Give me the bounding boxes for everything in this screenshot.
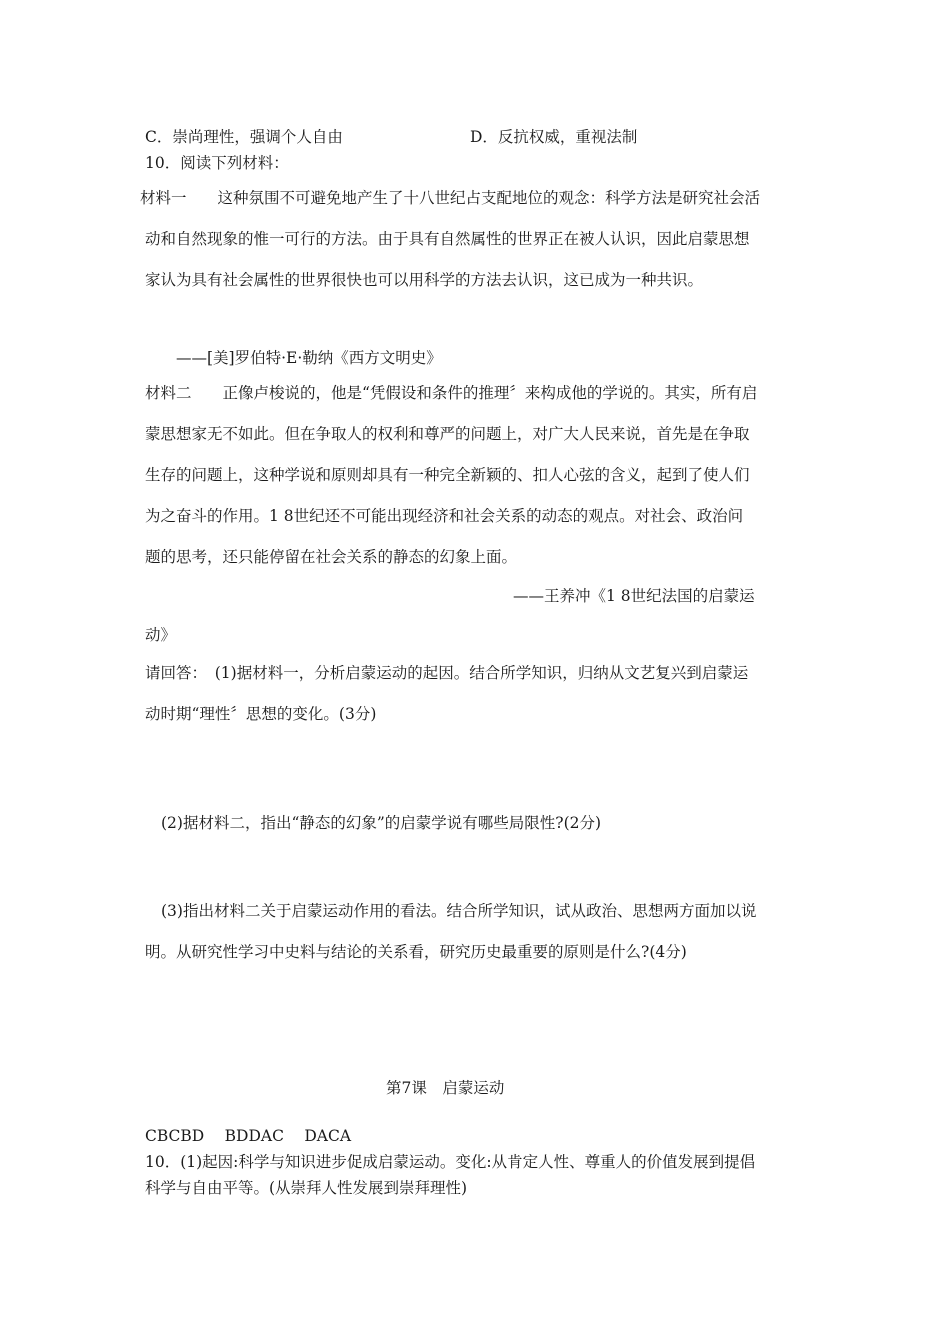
option-d: D．反抗权威，重视法制 [470,128,638,146]
question-3: (3)指出材料二关于启蒙运动作用的看法。结合所学知识，试从政治、思想两方面加以说 [161,902,757,920]
material-2-line: 材料二 正像卢梭说的，他是“凭假设和条件的推理〞来构成他的学说的。其实，所有启 [145,384,758,402]
material-1-line: 动和自然现象的惟一可行的方法。由于具有自然属性的世界正在被人认识，因此启蒙思想 [145,230,750,248]
material-2-source: ——王养冲《1 8世纪法国的启蒙运 [513,587,755,605]
question-2: (2)据材料二，指出“静态的幻象”的启蒙学说有哪些局限性?(2分) [161,814,602,832]
material-1-line: 家认为具有社会属性的世界很快也可以用科学的方法去认识，这已成为一种共识。 [145,271,704,289]
question-1: 请回答： (1)据材料一，分析启蒙运动的起因。结合所学知识，归纳从文艺复兴到启蒙运 [145,664,749,682]
answer-choices: CBCBD BDDAC DACA [145,1127,352,1145]
answer-10: 10．(1)起因:科学与知识进步促成启蒙运动。变化:从肯定人性、尊重人的价值发展到提倡 [145,1153,756,1171]
answer-10-cont: 科学与自由平等。(从崇拜人性发展到崇拜理性) [145,1179,468,1197]
question-10-intro: 10．阅读下列材料： [145,154,289,172]
question-3-cont: 明。从研究性学习中史料与结论的关系看，研究历史最重要的原则是什么?(4分) [145,943,687,961]
material-2-line: 蒙思想家无不如此。但在争取人的权利和尊严的问题上，对广大人民来说，首先是在争取 [145,425,750,443]
material-1-source: ——[美]罗伯特·E·勒纳《西方文明史》 [176,349,442,367]
material-2-line: 题的思考，还只能停留在社会关系的静态的幻象上面。 [145,548,518,566]
question-1-cont: 动时期“理性〞思想的变化。(3分) [145,705,377,723]
answer-title: 第7课 启蒙运动 [386,1079,505,1097]
material-2-line: 生存的问题上，这种学说和原则却具有一种完全新颖的、扣人心弦的含义，起到了使人们 [145,466,750,484]
material-1-line: 材料一 这种氛围不可避免地产生了十八世纪占支配地位的观念：科学方法是研究社会活 [140,189,761,207]
option-c: C．崇尚理性，强调个人自由 [145,128,343,146]
material-2-line: 为之奋斗的作用。1 8世纪还不可能出现经济和社会关系的动态的观点。对社会、政治问 [145,507,744,525]
material-2-source-cont: 动》 [145,626,177,644]
